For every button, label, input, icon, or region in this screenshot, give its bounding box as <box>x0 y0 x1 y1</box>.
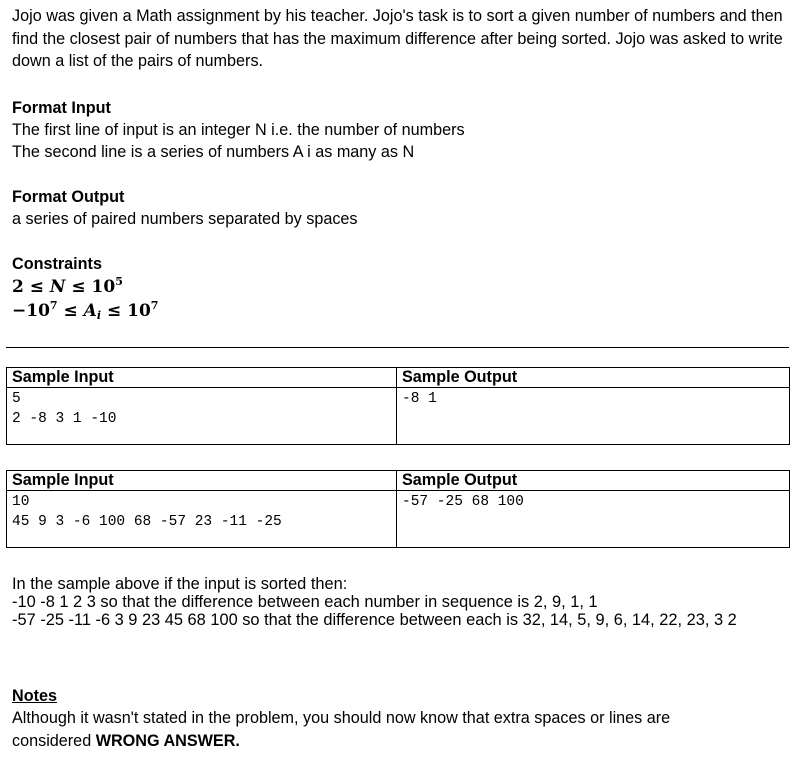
problem-statement: Jojo was given a Math assignment by his teacher. Jojo's task is to sort a given number of numbers and then find the closest pair of numbers that has the maximum difference after being sorted. Jojo was asked to write down a list of the pairs of numbers. <box>12 7 783 70</box>
constraints-heading: Constraints <box>12 255 102 273</box>
sample-input-text: 5 2 -8 3 1 -10 <box>7 388 397 445</box>
sample-input-header: Sample Input <box>7 471 397 491</box>
sample-output-text: -57 -25 68 100 <box>397 491 790 548</box>
wrong-answer-emphasis: WRONG ANSWER. <box>95 731 240 750</box>
constraint-a: $-10^7 \le A_i \le 10^7$ <box>12 299 159 322</box>
format-output-heading: Format Output <box>12 188 125 206</box>
sample-input-text: 10 45 9 3 -6 100 68 -57 23 -11 -25 <box>7 491 397 548</box>
format-input-heading: Format Input <box>12 99 111 117</box>
table-top-rule <box>6 347 789 348</box>
explanation-line-2: -10 -8 1 2 3 so that the difference between each number in sequence is 2, 9, 1, 1 <box>12 593 598 611</box>
format-input-line-1: The first line of input is an integer N i.e. the number of numbers <box>12 121 465 139</box>
notes-heading: Notes <box>12 687 57 705</box>
constraint-n: $2 \le N \le 10^5$ <box>12 275 123 297</box>
sample-output-header: Sample Output <box>397 471 790 491</box>
explanation-line-3: -57 -25 -11 -6 3 9 23 45 68 100 so that the difference between each is 32, 14, 5, 9, 6, 14, 22, 23, 3 2 <box>12 611 737 629</box>
format-input-line-2: The second line is a series of numbers A i as many as N <box>12 143 415 161</box>
notes-text: Although it wasn't stated in the problem, you should now know that extra spaces or lines are considered WRONG ANSWER. <box>12 709 671 750</box>
explanation-line-1: In the sample above if the input is sorted then: <box>12 575 348 593</box>
format-output-line: a series of paired numbers separated by spaces <box>12 210 358 228</box>
sample-input-header: Sample Input <box>7 368 397 388</box>
sample-table-1 <box>6 367 790 445</box>
sample-output-header: Sample Output <box>397 368 790 388</box>
sample-output-text: -8 1 <box>397 388 790 445</box>
sample-table-2 <box>6 470 790 548</box>
